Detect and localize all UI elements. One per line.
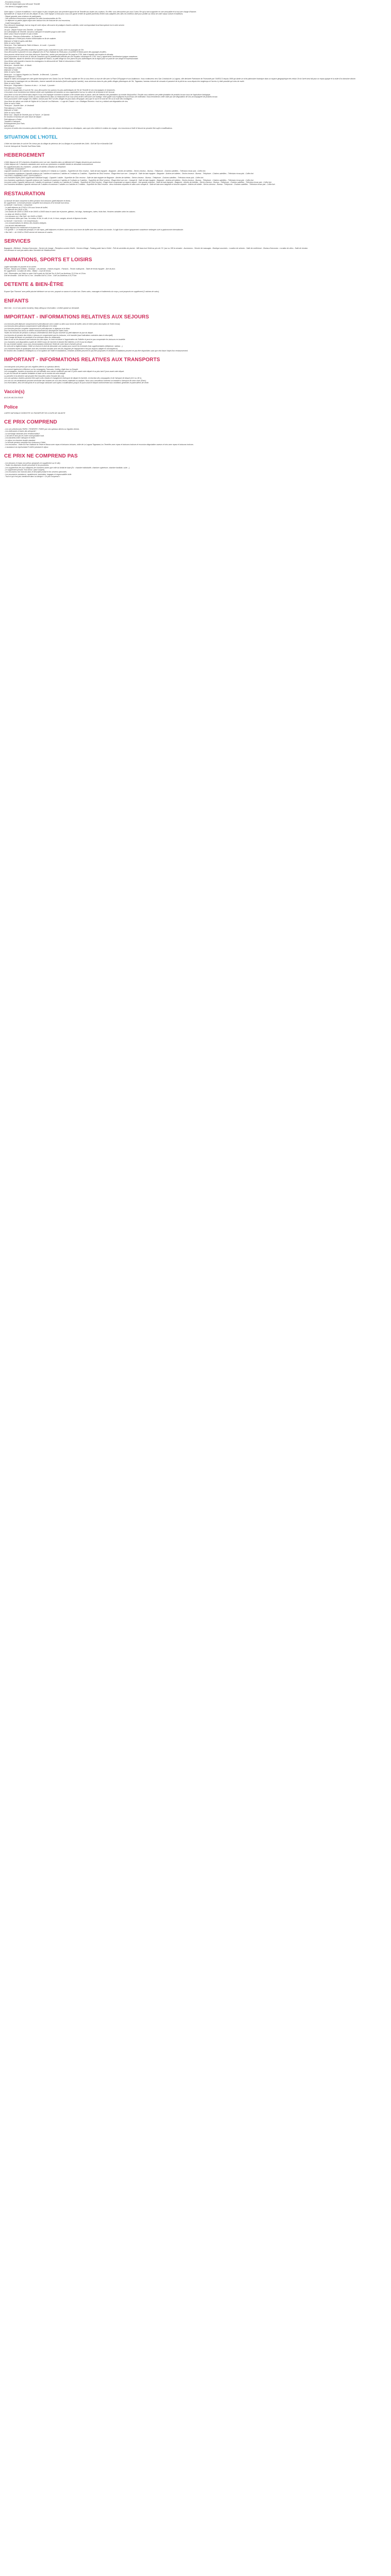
text-line: Les chambres sont disponibles à partir de 15h00 le jour de l'arrivée et doivent être libérées à 12h le jour du départ. <box>4 341 93 343</box>
programme-line: Petit déjeuner à l'hôtel. <box>4 66 22 69</box>
programme-line: Déjeuner à l'hôtel. <box>4 69 19 71</box>
programme-line: Vous poursuivrez votre voyage vers Vilaflor, connue pour être l'un des villages les plus hauts d'Espagne, ainsi que le sud et le nord de l'île où la route des montagnes. <box>4 98 133 100</box>
text-line: Piscine - Bassin pour enfants - Solarium - Lits balinais - chaises longues - Parasols - Terrain multisports - Table de tennis équipée - Aire de jeux. <box>4 267 116 270</box>
text-line: Ils pourront également s'effectuer sur les compagnies Transavia, Vueling, Aigle Azur ou Easyjet. <box>4 368 78 370</box>
intro-line: - Excursions incluses <box>4 1 21 3</box>
section-title: RESTAURATION <box>4 191 45 197</box>
text-line: Les chambres familiales Capacité minimum de 3 adultes et maximum 3 adultes ou 4 adultes et 2 enfants - Superficie de 55m2 environ - deux chambres séparées et salon avec canapé-lit - Salle de bain avec baignoire et douche séparée - Articles de toilette - Sèche-cheveux - Bureau - Téléphone - Chaînes satellites - Télévision écran plat - Coffre-fort. <box>4 183 275 186</box>
text-line: - Les assurances assistance, rapatriement, annulation, bagages et responsabilité civile. <box>4 473 72 476</box>
text-line: La formule « tout inclus » ne comprend pas : <box>4 219 39 222</box>
situation-lines <box>4 143 387 147</box>
programme-line: Vous pourrez même aussi vous faire découvrir Garachico, ancien port principal de l'île jusqu'en 1706, date à laquelle une éruption le dévasta. <box>4 53 114 56</box>
text-line: En supplément : la formule pension complète hors boissons et la formule tout inclus. <box>4 202 70 205</box>
text-line: - L'accueil et l'ami par les notre correspondant local. <box>4 434 44 437</box>
programme-line: Petit déjeuner à l'hôtel : <box>4 107 23 109</box>
text-line: La formule de base comprend la demi-pension hors boissons (petit déjeuner et dîner). <box>4 199 71 202</box>
vaccins-lines <box>4 397 387 399</box>
text-line: En fonction des conditions climatiques ou à l'occupation de l'hôtel et installations, certaines activités peuvent ne pas être proposées et certaines installations peuvent ne pas être disponibles sans que cela fasse l'objet d'un remboursement. <box>4 350 188 352</box>
section-title: HEBERGEMENT <box>4 152 45 158</box>
programme-line: Petit déjeuner à l'hôtel <box>4 76 22 78</box>
text-line: La première et la dernière nuit peuvent être écourtées selon l'horaire des vols. <box>4 375 65 377</box>
intro <box>4 1 387 8</box>
police-lines <box>4 412 387 414</box>
programme <box>4 11 387 129</box>
programme-line: Lors de ce voyage dans le sud de l'île, vous découvrirez les saveurs les plus authentiques de l'île de Tenerife et ses vins typiques et renommés. <box>4 89 116 92</box>
programme-line: Dîner et nuit à l'hôtel. <box>4 62 21 64</box>
programme-line: En traversant la montagne de Las Mercedes, réserve naturelle de laurisilva (forêt subtropicale humide), nous arriverons dans les plus petits villages pittoresques de l'île, Taganana, hameau entouré de versants et parsemé de la pêche au sous depuis très longtemps et l'accès n'y était possible qu'à dos de mulet. <box>4 80 245 82</box>
text-line: « El Quelite » : Le restaurant principal, le coin repas, petit déjeuners et dîners sont servis sous forme de buffet avec des cuisines du monde. Il s'agit d'une cuisine typiquement canarienne mélangée à de la gastronomie internationale. <box>4 229 184 231</box>
vaccins-section <box>4 389 387 399</box>
programme-line: Cette excursion vous permettra d'admirer la partie la plus culturelle et la plus riche en paysages de l'île. <box>4 48 84 51</box>
programme-line: Dîner et nuit à l'hôtel. <box>4 111 21 114</box>
text-line: Dans le cas où les boissons sont incluses lors des repas, le choix est laissé à l'appréciation de l'hôtelier et peut ne pas comprendre les boissons en bouteille. <box>4 338 126 341</box>
programme-line: 7ème jour : Journée libre - le Vendredi <box>4 105 34 107</box>
text-line: - Le supplément pension "tout inclus" (sauf compris). <box>4 469 45 471</box>
text-line: « Bar Hall » : de 11h00 à 23h00 service de boissons et snacks. <box>4 231 53 233</box>
text-line: Les junior suites Capacité minimum de 2 adultes et maximum 3 adultes ou 2 adultes et 2 enfants - Superficie de 53m2 environ - Étage élevé comprenant un espace séparé - Une grande chambre - Salle de bain équipée - Baignoire - Articles de toilettes - Sèche-cheveux - Bureau - Téléphone - Chaînes satellites - Télévision écran plat - Coffre-fort. <box>4 181 272 184</box>
hebergement-lines <box>4 161 387 186</box>
text-line: Il est d'usage de laisser un pourboire d'un minimum dans les restaurants. <box>4 336 61 339</box>
text-line: Les réservations, lieux de transports et la surcharge carburant sont sujets à modifications jusqu'à 30 jours avant le départ conformément aux conditions générales et particulières de vente. <box>4 381 149 384</box>
situation-section <box>4 134 387 147</box>
important-sejours-section <box>4 314 387 352</box>
programme-line: 8ème Jour : Départ de Tenerife pour la France - le Samedi <box>4 113 50 116</box>
programme-line: Petit déjeuner à l'hôtel puis réunion d'information en fin de matinée. <box>4 38 57 40</box>
text-line: - Le déjeuner de 13h30 à 15h, <box>4 209 28 211</box>
programme-line: Votre programme : <box>4 26 19 29</box>
hebergement-section <box>4 152 387 186</box>
programme-line: Transfert à l'aéroport. <box>4 120 21 123</box>
text-line: Les chambres triples (Avec supplément individuel longé) : Capacité 1 adulte - Superficie de 33m² environ - Salle de bain équipée de Baignoire - Articles de toilettes - Sèche-cheveux - Bureau - Téléphone - Chaînes satellites - Télévision écran plat - Coffre-fort. <box>4 177 204 179</box>
programme-line: Vol à destination de Tenerife. Accueil à l'aéroport et transfert jusqu'à votre hôtel. <box>4 31 66 33</box>
text-line: - Les snacks de 11h00 à 13h00 et de 16h00 à 18h30 dans le snack bar et piscine, gâteaux, hot-dogs, hamburgers, tartes, fruits frais. Horaires variables selon les saisons. <box>4 211 136 213</box>
text-line: - Les redevances et taxes des aéroports*. <box>4 430 37 433</box>
text-line: - L'assistance du représentant FLAINO pendant le séjour. <box>4 446 49 448</box>
text-line: - Les alcools internationaux. <box>4 224 26 227</box>
programme-line: Vous finirez votre journée à travers les montagnes à la découverte de Teide et retournerez à l'hôtel. <box>4 60 81 62</box>
comprend-lines <box>4 428 387 448</box>
comprend-section <box>4 419 387 448</box>
comprend-pas-section <box>4 453 387 478</box>
text-line: Les chambres triples et quadruples sont des chambres doubles avec des lits d'appoint (et l'équipement n'est pas toujours adapté en conséquence). <box>4 347 118 350</box>
police-section <box>4 404 387 414</box>
text-line: - La formule pension complète hors boissons à l'hôtel. <box>4 441 46 444</box>
page <box>0 0 391 485</box>
section-title: SITUATION DE L'HOTEL <box>4 134 58 140</box>
section-title: SERVICES <box>4 238 31 244</box>
section-title: ENFANTS <box>4 298 29 304</box>
text-line: **AUTRES CHAMBRES AVEC SUPPLEMENT** <box>4 175 42 177</box>
programme-line: Petit déjeuner à l'hôtel <box>4 87 22 89</box>
programme-line: - Guide francophone. <box>4 22 21 24</box>
programme-line: - Départ garantis sans minimum de participants, <box>4 15 41 18</box>
important-transports-section <box>4 357 387 384</box>
intro-line: - Porté de départ triple pour découvrir Tenerife <box>4 3 40 6</box>
text-line: L'hôtel dispose de 2 chambres standards avec accès aux personnes à mobilité réduite en demande exclusivement. <box>4 163 93 166</box>
text-line: - Tout ce qui n'est pas mentionné dans la rubrique « Ce prix comprend ». <box>4 476 61 478</box>
text-line: - Les vols sélectionnés PARIS / TENERIFE / PARIS par vols spéciaux directs ou réguliers directs. <box>4 428 80 430</box>
detente-lines <box>4 291 387 293</box>
animations-section <box>4 257 387 277</box>
animations-lines <box>4 266 387 277</box>
text-line: Toutes les formules de pension ci-dessus s'entendent du dîner du jour d'arrivée au petit déjeuner du jour du départ. <box>4 332 93 334</box>
programme-line: - Une sélection d'excursions comprenant les sites incontournables de l'île, <box>4 18 61 20</box>
text-line: - Le séjour en chambre double standard. <box>4 439 36 442</box>
text-line: Les compagnies, horaires et numéros de vols définitifs vous seront confirmés par mail 12 jours avant votre départ et au plus tard 3 jours avant votre départ. <box>4 370 124 373</box>
text-line: - Les transferts entre l'aéroport et l'hôtel. <box>4 437 36 439</box>
text-line: - Toutes les dépenses d'ordre personnel et les pourboires. <box>4 464 50 467</box>
programme-line: Dîner et nuit à l'hôtel. <box>4 42 21 44</box>
comprend-pas-lines <box>4 462 387 478</box>
programme-line: - Le déjeuner ou panier pique-nique avec boisson lors de chacune de vos excursions, <box>4 20 71 22</box>
text-line: - Le petit déjeuner de 07h30 à 10h sous forme de buffet, <box>4 206 48 209</box>
text-line: Les chambres supérieures Capacité minimum de 2 adultes et maximum 2 adultes et 2 enfants ou 3 adultes - Superficie de 35m2 environ - Étage élevé vue mer - Canapé-lit - Salle de bain équipée - Baignoire - Articles de toilettes - Sèche-cheveux - Bureau - Téléphone - Chaînes satellites - Télévision écran plat - Coffre-fort. <box>4 172 254 175</box>
programme-line: Dîner et nuit à l'hôtel. <box>4 82 21 85</box>
text-line: En supplément dans les chambres : produits de toilette, utilisation du téléphone. <box>4 165 67 168</box>
programme-line: Dîner selon l'heure d'arrivée et nuit à l'hôtel. <box>4 33 38 36</box>
text-line: En cas d'arrivée tardive, nous vous recommandons d'informer l'hôtel de votre heure d'arrivée prévue. <box>4 343 83 346</box>
text-line: Les vols spéciaux charters peuvent être sujet à des retards et changement d'aéroport de départ et d'arrivée, en fonction des compagnies et de l'aéroport de départ (24 h ou 48 h). <box>4 377 142 380</box>
programme-line: Petit déjeuner à l'hôtel <box>4 46 22 49</box>
programme-line: En fonction et fonction de votre heure de départ : <box>4 116 42 118</box>
text-line: - Les boissons et repas non prévus (proposés en supplément sur le site). <box>4 462 61 464</box>
text-line: En vertu de la réglementation, l'hôtel se réserve le droit de demander une caution pour couvrir les éventuels frais supplémentaires (téléphone, minibar…). <box>4 345 123 348</box>
programme-line: Déjeuner à l'hôtel et après-midi libre. <box>4 40 33 42</box>
text-line: - Les excursions non incluses dans le descriptif produit et les services optionnels. <box>4 471 67 473</box>
text-line: La formule « tout inclus » comprend : <box>4 204 33 207</box>
text-line: **CHAMBRE STANDARD** <box>4 167 26 170</box>
text-line: Golf de Amarilla : Golf del Sur à 2 km - Amarilla Golf à 2,5 km - Golf Las Américas à 15,70 km. <box>4 274 77 277</box>
text-line: Légère animation en journée et en soirée. <box>4 265 37 268</box>
programme-line: 1er jour : départ France vers Tenerife - le Samedi. <box>4 28 43 31</box>
programme-line: Votre séjour « Culture et traditions » est le séjour le plus complet pour une première approche de Tenerife aux toutes ses couleurs. En effet, vous découvrirez par vous 5 sens l'île qui a tant à apporter en une sensualité et la tout une charge d'histoire. <box>4 11 197 13</box>
section-title: CE PRIX COMPREND <box>4 419 57 425</box>
section-title: CE PRIX NE COMPREND PAS <box>4 453 78 459</box>
text-line: - Les suppléments liés aux catégories de chambres autres que celle du forfait de base (Ex : chambre individuelle, chambre supérieure, chambre familiale, suite…). <box>4 466 131 469</box>
text-line: Les transports sont prévus par vols réguliers directs ou spéciaux directs. <box>4 366 60 368</box>
text-line: AUCUN VACCIN EXIGE <box>4 397 23 399</box>
text-line: Les formules pension complète comprennent le petit déjeuner, le déjeuner et le dîner. <box>4 327 71 330</box>
section-title: IMPORTANT - INFORMATIONS RELATIVES AUX TRANSPORTS <box>4 357 160 363</box>
programme-line: Petit déjeuner à l'hôtel <box>4 118 22 121</box>
text-line: Golf : Réservation via l'hôtel ou votre Golf à partir du Golf del Sur & Golf Las Américas 13,10 km et 15 km. <box>4 272 87 275</box>
text-line: Le prix est calculé de manière forfaitaire et basé sur le nombre de nuits indiqué. <box>4 372 66 375</box>
text-line: Il est de l'aéroport de Tenerife Sud Reina Sofia. <box>4 145 41 147</box>
enfants-lines <box>4 307 387 309</box>
programme-line: 2ème jour : Réunion d'information - le Dimanche <box>4 35 42 38</box>
programme-line: Déjeuner à l'hôtel : <box>4 109 19 112</box>
text-line: CARTE NATIONALE D'IDENTITE OU PASSEPORT EN COURS DE VALIDITE <box>4 412 66 414</box>
section-title: Police <box>4 404 18 410</box>
programme-line: Vous ferez un tour de la ferme dans lequel il vous sera expliqué comment la banane a été cultivée dans le passé, ainsi de l'intérieur des plantations au monde d'aujourd'hui. Ensuite vous visiterez une petite plantation de produits locaux issus de l'agriculture biologique. <box>4 93 211 96</box>
text-line: Les formules demi-pension comprennent le petit déjeuner et le dîner. <box>4 325 58 328</box>
services-lines <box>4 247 387 252</box>
programme-line: 4ème jour : Journée libre - le Mardi : <box>4 64 32 67</box>
text-line: Les vols sur ces destinations peuvent nécessiter des horaires de vol à des heures matinales ou tardives. Nous vous conseillons vivement un transfert à l'aéroport de votre choix (Paris). <box>4 379 146 382</box>
text-line: L'hôtel dispose de 323 chambres climatisées avec vue mer, réparties dans un bâtiment de 9 étages desservis par ascenseur. <box>4 161 101 163</box>
restauration-lines <box>4 200 387 233</box>
section-title: DETENTE & BIEN-ÊTRE <box>4 282 64 288</box>
text-line: L'hôtel est situé dans le sud de l'île à deux pas du village de pêcheurs de Los Abrigos et à proximité des Golfs : Golf del Sur et Amarilla Golf. <box>4 143 113 145</box>
section-title: ANIMATIONS, SPORTS ET LOISIRS <box>4 257 92 263</box>
programme-line: Départ le matin accompagné de votre guide francophone vers Santa Cruz de Tenerife, capitale de l'île où vous ferez un tour de ville avec la Place D'Espagne et son Auditorium. Vous continuerez vers San Cristóbal de La Laguna, ville déclarée Patrimoine de l'Humanité par l'UNESCO depuis 1999 qui abrite un riche patrimoine historique dans un espace géographique très réduit. De là l'arrêt sera fait pour un repas typique et la visite d'un domaine viticole. <box>4 78 356 80</box>
programme-line: Vous poursuivrez le circuit vers la Villa de Garachico qui fut partiellement détruite par une éruption volcanique en 1706. Vous y apprécierez l'architecture typique canarienne. <box>4 55 138 58</box>
text-line: L'hôtel dispose d'un restaurant et du piano bar : <box>4 226 41 229</box>
text-line: Les chambres supérieures Capacité minimum de 2 adultes et maximum 2 adultes et 2 enfants ou 3 adultes - Superficie de 35m2 environ - Étage élevé vue mer - Canapé-lit - Salle de bain équipée - Baignoire - Articles de toilettes - Sèche-cheveux - Bureau - Téléphone - Chaînes satellites - Télévision écran plat - Coffre-fort. <box>4 179 254 181</box>
text-line: - La surcharge carburant (non remboursable)*. <box>4 432 40 435</box>
programme-line: Dîner et nuit à l'hôtel. <box>4 103 21 105</box>
programme-line: Vous découvrirez la journée en vous dirigeant vers le Parc National du Teide pour y là arrêter et flânez parmi des paysages insolites. <box>4 51 107 54</box>
programme-line: Pour découvrir davantage, tout au long de votre séjour, découvrez de pratiquer d'autres activités, notre correspondant local francophone est à votre service. <box>4 24 125 27</box>
programme-line: Après déjeuner, départ en direction de la bourgade de Masca, un petit village au nom parmi les plus authentiques de la région pour un point de vue unique et impressionnant. <box>4 58 139 60</box>
programme-line: 5ème jour : La Laguna Vegueta Los Tenerife - le Mercredi - 1 journée : <box>4 73 59 76</box>
programme-line: Vous ferez de même une visite de l'église de la Casa de Los Balcones : « Luge de Chasne » ou « Bodegas Reverón » tout en y visitant une dégustation de vins. <box>4 100 128 103</box>
text-line: Les formules de pension des hôtels ci-dessus ne comprennent pas les boissons, ni le transfert (sauf indications contraires dans le descriptif). <box>4 334 113 336</box>
restauration-section <box>4 191 387 233</box>
important-transports-lines <box>4 366 387 384</box>
services-section <box>4 239 387 252</box>
programme-line: Ensuite nous nous arrêterons à Arafo où nous déjeunerons dans un restaurant et où vous serez invité à découvrir une bodega. Votre guide vous expliquera le processus de vinification. Nous terminerons cette visite par une dégustation de vins accompagnée de produits locaux. <box>4 96 218 98</box>
programme-line: Les jours et ordres des excursions peuvent être modifiés pour des raisons techniques ou climatiques, sans que cela n'altère le contenu du voyage. Les excursions à Noël et Nouvel an peuvent être sujet à modifications. <box>4 127 173 129</box>
programme-line: Embarquement pour Paris. <box>4 123 25 125</box>
text-line: Mini Club : 4 à 12 ans (selon horaires). Baby sitting sur réservation. Lit bébé gratuit sur demande. <box>4 307 80 309</box>
text-line: Espace Spa "Namma" avec petite piscine intérieure vue sur mer, proposé un sauna et un bain turc. Divers soins, massages et traitements du corps y sont proposés en supplément (2 cabines de soins). <box>4 291 159 293</box>
programme-line: L'excursion vous emmènera tout d'abord visiter une exploitation de bananes où vous apprendrez tout sur la culture de la banane et de l'avocat. <box>4 91 115 94</box>
programme-line: 6ème jour : Dégustation « Saveurs et vins » - le Jeudi - 1 journée : <box>4 84 56 87</box>
enfants-section <box>4 298 387 309</box>
text-line: En supplément : Location de vélos - Billard - Court de tennis. <box>4 270 52 273</box>
text-line: Pour les formules tout inclus se référer exclusivement au descriptif de l'hôtel choisi. <box>4 330 69 332</box>
programme-line: Spécialité de 12 repas et de ses des départ 15 ans, votre équipe a choisi pour vous une garnie d'hôtel de qualité (aménité) d'hôtel mais adaptées des sites les meilleurs doté pour profiter au mieux de votre séjour culture et traditions. <box>4 13 184 15</box>
important-sejours-lines <box>4 323 387 352</box>
text-line: - Les boissons au « Bar Hall » de 11h00 à 23h00 : <box>4 215 43 218</box>
section-title: Vaccin(s) <box>4 389 25 395</box>
intro-line: - Voir directs & bagages inclus <box>4 5 28 8</box>
programme-line: Dîner et nuit à l'hôtel. <box>4 71 21 74</box>
text-line: Les formules petit déjeuner comprennent le petit déjeuner servi à table ou bien sous forme de buffet, selon le hôtel (selon description de l'hôtel choisi). <box>4 323 121 325</box>
text-line: - Les consommations en dehors des horaires indiqués. <box>4 222 47 225</box>
text-line: Bagagerie - Billetterie - Bureau d'excursion - Service de change - Réception ouverte 24h/24 - Service d'étage - Parking public face à l'hôtel - Prêt de serviettes de piscine - Wifi dans tout l'hôtel au prix de 2 € / jour ou 10€ la semaine - Ascenseurs - Service de massages - Boutique souvenirs - Location de voitures - Salle de conférence - Bureau d'excursion - Location de vélos - Salle de réunion. <box>4 247 308 249</box>
programme-line: IMPORTANT : <box>4 125 15 127</box>
text-line: - Le dîner de 19h00 à 22h00, <box>4 213 27 215</box>
text-line: - Les excursions : Visite du Parc National du Teide et Masca avec repas et boissons incluses, visite de La Laguna Taganana-Los Tenerifes avec repas et boissons incluses et excursion dégustation saveurs et vins avec repas et boissons incluses. <box>4 444 194 446</box>
text-line: - Les boissons telles que l'eau, les sodas, le thé, le café, le vin, le rhum, sangria, alcools et liqueurs locales. <box>4 217 88 220</box>
section-title: IMPORTANT - INFORMATIONS RELATIVES AUX SEJOURS <box>4 314 149 320</box>
text-line: Les animaux ne sont pas admis dans l'enceinte de l'établissement. <box>4 249 56 252</box>
programme-line: 3ème jour : Parc National du Teide et Masca - le Lundi - 1 journée : <box>4 44 56 47</box>
detente-section <box>4 282 387 293</box>
text-line: Capacité maximum de 2 adultes et maximum 2 adultes et 2 enfants ou 3 adultes - Superficie de 33m² environ - Salle de bain équipée - Baignoire - Articles de toilettes - Sèche-cheveux - Bureau - Téléphone - Chaînes satellites - Télévision écran plat - Coffre-fort. <box>4 170 206 173</box>
